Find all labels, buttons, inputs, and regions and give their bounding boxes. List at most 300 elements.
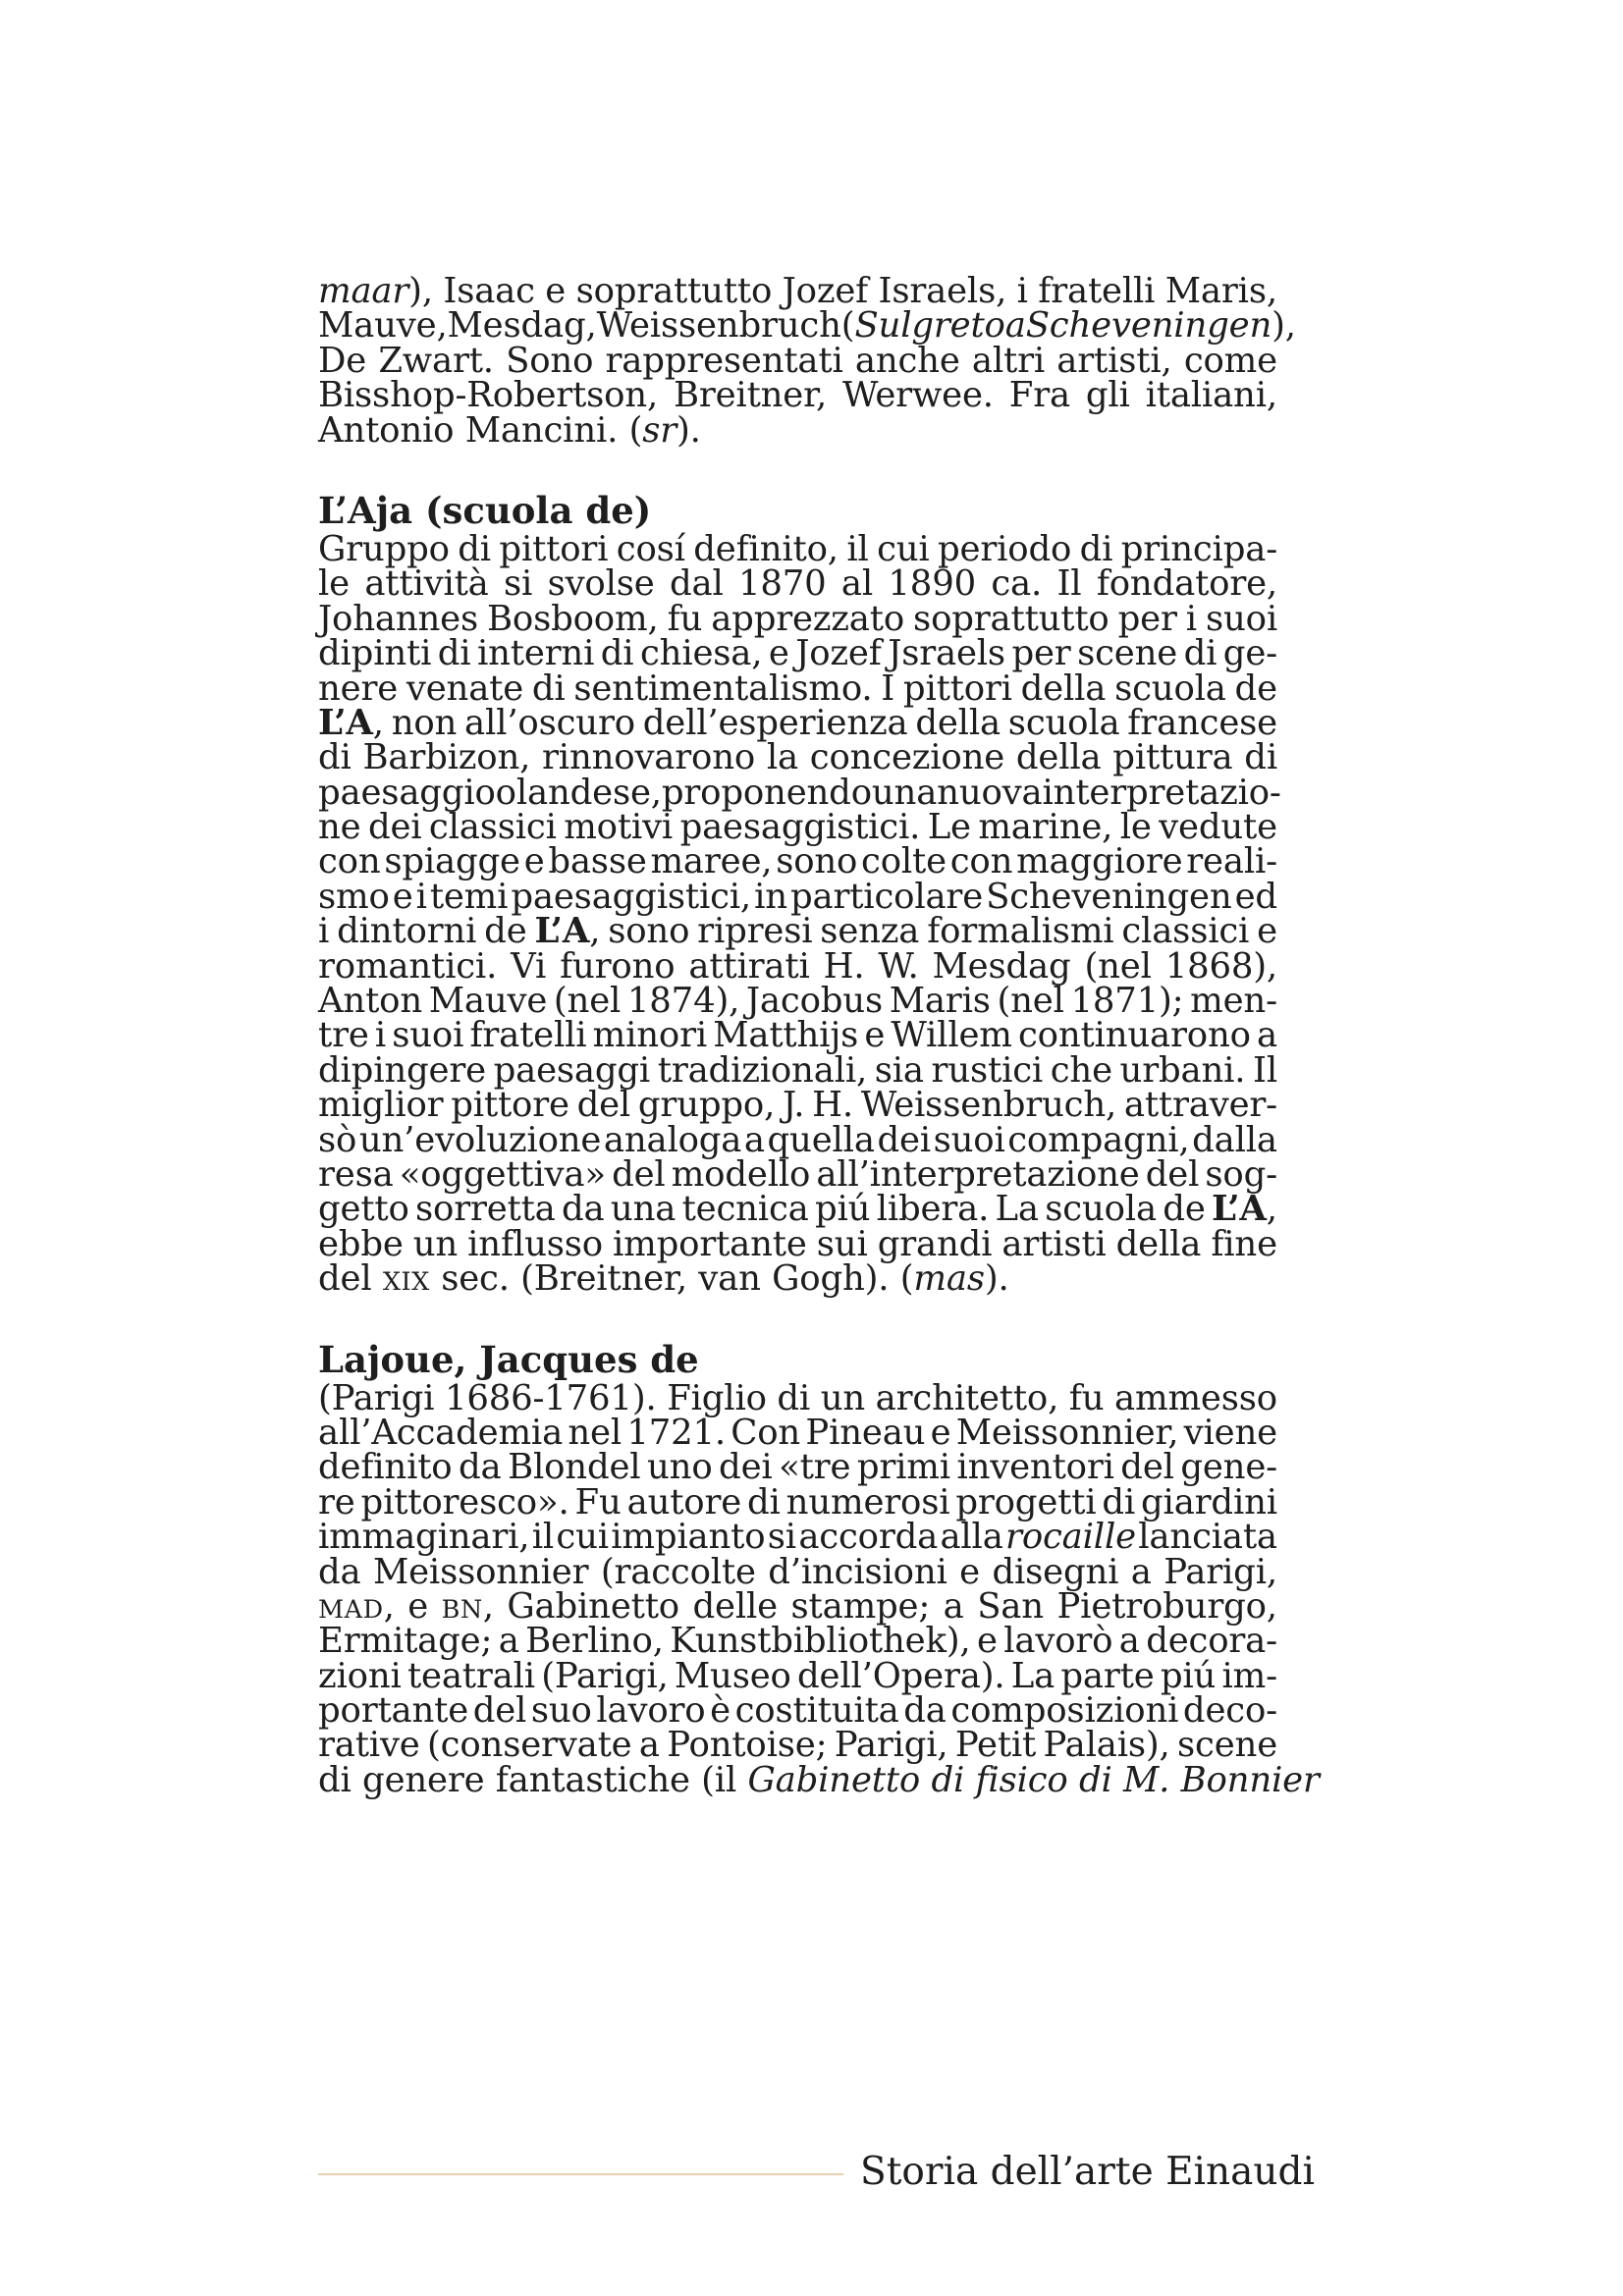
word: formalismi [927, 911, 1114, 952]
word: Petit [954, 1725, 1037, 1766]
entry-body-laja [318, 528, 1281, 1300]
text-line [318, 1690, 1277, 1732]
word: al [840, 563, 874, 605]
word: francese [1127, 702, 1277, 743]
word: H. [812, 1085, 854, 1126]
word: i [318, 911, 330, 952]
word: rinnovarono [542, 737, 756, 778]
word: Meissonnier [372, 1551, 589, 1592]
word: getto [318, 1189, 409, 1230]
word: furono [560, 945, 676, 987]
word: ge- [1222, 633, 1277, 674]
word: Israels, [878, 271, 1007, 311]
word: e [959, 1551, 980, 1592]
word: venate [406, 667, 524, 709]
word: pittoresco». [360, 1481, 569, 1522]
word: svolse [547, 563, 655, 605]
word: dipinti [318, 633, 432, 674]
word: per [1117, 598, 1177, 639]
word: marine, [978, 807, 1113, 848]
word: Johannes [318, 598, 478, 639]
word: progetti [955, 1481, 1097, 1522]
word: numerosi [785, 1481, 950, 1522]
word: della [1015, 737, 1102, 778]
word: le [318, 563, 350, 605]
word: Barbizon, [362, 737, 531, 778]
word: im- [1221, 1655, 1277, 1696]
word: Bonnier [1180, 1759, 1320, 1800]
word: scuola [1007, 702, 1120, 743]
text-line [318, 1447, 1277, 1488]
word: attraver- [1123, 1085, 1277, 1126]
word: disegni [992, 1551, 1119, 1592]
text-line [318, 633, 1277, 674]
text-line [318, 667, 1277, 709]
word: definito, [693, 528, 839, 569]
word: J. [782, 1085, 805, 1126]
word: Con [730, 1412, 801, 1453]
word: delle [692, 1585, 778, 1627]
word: (sr). [628, 409, 701, 451]
word: La [1010, 1655, 1055, 1696]
text-line [318, 1481, 1277, 1522]
word: Jsraels [888, 633, 1005, 674]
word: scene [1177, 1725, 1277, 1766]
text-line [318, 1189, 1277, 1230]
word: della [1020, 667, 1107, 709]
word: analoga [603, 1119, 742, 1160]
word: vedute [1159, 807, 1277, 848]
word: spiagge [384, 841, 520, 882]
word: interpretazio- [1042, 772, 1281, 813]
word: L’A, [318, 702, 384, 743]
word: sò [318, 1119, 357, 1160]
word: Parigi, [834, 1725, 948, 1766]
text-line [318, 945, 1277, 987]
word: paesaggio [318, 772, 496, 813]
word: de [1163, 1189, 1206, 1230]
text-line [318, 598, 1277, 639]
word: dei [877, 1119, 931, 1160]
word: con [949, 841, 1013, 882]
word: da [903, 1690, 947, 1732]
word: di [1079, 528, 1113, 569]
word: e [976, 1621, 998, 1662]
word: e [864, 1015, 886, 1056]
word: classici [1121, 911, 1250, 952]
text-line [318, 1725, 1277, 1766]
word: dell’Opera). [797, 1655, 1005, 1696]
word: 1721. [626, 1412, 726, 1453]
word: Jozef [782, 271, 869, 311]
word: minori [592, 1015, 708, 1056]
text-line [318, 1015, 1277, 1056]
word: rocaille [1005, 1517, 1136, 1558]
word: (nel [1084, 945, 1152, 987]
word: Berlino, [525, 1621, 664, 1662]
word: del [612, 1153, 666, 1195]
word: genere [362, 1759, 485, 1800]
word: MAD, [318, 1585, 395, 1627]
word: Maris, [1164, 271, 1277, 311]
word: fondatore, [1096, 563, 1277, 605]
word: rustici [931, 1049, 1044, 1091]
word: primi [856, 1447, 950, 1488]
entry-body-lajoue [318, 1377, 1320, 1800]
word: impianto [611, 1517, 766, 1558]
word: M. [1123, 1759, 1170, 1800]
word: concezione [809, 737, 1005, 778]
word: suoi [933, 1119, 1005, 1160]
word: fu [1068, 1377, 1105, 1418]
word: rappresentati [605, 340, 843, 381]
word: fisico [975, 1759, 1068, 1800]
text-line [318, 737, 1277, 778]
word: si [504, 563, 533, 605]
text-line [318, 1377, 1277, 1418]
word: Scheveningen), [1025, 305, 1296, 347]
word: un [412, 1223, 459, 1264]
word: Gabinetto [747, 1759, 921, 1800]
word: La [995, 1189, 1039, 1230]
word: sui [816, 1223, 868, 1264]
word: Matthijs [713, 1015, 859, 1056]
word: da [318, 1551, 361, 1592]
word: Fra [1008, 375, 1070, 416]
entry-heading-laja: L’Aja (scuola de) [318, 488, 652, 532]
word: in [754, 876, 787, 917]
word: immaginari, [318, 1517, 530, 1558]
word: principa- [1120, 528, 1277, 569]
word: non [391, 702, 458, 743]
word: una [871, 772, 938, 813]
word: «oggettiva» [399, 1153, 606, 1195]
word: pittore [451, 1085, 569, 1126]
word: da [562, 1189, 605, 1230]
text-line [318, 876, 1277, 917]
word: Palais), [1043, 1725, 1170, 1766]
word: Kunstbibliothek), [670, 1621, 971, 1662]
word: sono [608, 911, 690, 952]
word: (nel [553, 981, 622, 1022]
word: sono [776, 841, 858, 882]
word: giardini [1141, 1481, 1277, 1522]
footer-title: Storia dell’arte Einaudi [860, 2150, 1315, 2194]
word: periodo [938, 528, 1072, 569]
word: all’Accademia [318, 1412, 564, 1453]
word: Bosboom, [487, 598, 659, 639]
word: ne [318, 807, 361, 848]
word: senza [820, 911, 920, 952]
word: che [1050, 1049, 1112, 1091]
text-line [318, 528, 1277, 569]
word: anche [854, 340, 960, 381]
word: gli [1085, 375, 1130, 416]
word: pittori [499, 528, 609, 569]
word: Weissenbruch [596, 305, 841, 347]
entry-continuation-body [318, 271, 1296, 451]
word: piú [814, 1189, 871, 1230]
word: compagni, [1007, 1119, 1190, 1160]
word: 1868), [1164, 945, 1277, 987]
word: il [846, 528, 869, 569]
word: sentimentalismo. [573, 667, 873, 709]
word: uno [647, 1447, 713, 1488]
text-line [318, 772, 1281, 813]
word: proponendo [661, 772, 872, 813]
word: L’A, [534, 911, 601, 952]
word: una [610, 1189, 676, 1230]
word: tre [318, 1015, 369, 1056]
word: de [484, 911, 527, 952]
word: e [930, 1412, 951, 1453]
word: un’evoluzione [358, 1119, 602, 1160]
word: Gruppo [318, 528, 450, 569]
word: nel [568, 1412, 622, 1453]
word: del [1120, 1447, 1174, 1488]
word: deco- [1182, 1690, 1277, 1732]
text-line [318, 841, 1277, 882]
word: Weissenbruch, [860, 1085, 1117, 1126]
word: lavoro [596, 1690, 706, 1732]
word: resa [318, 1153, 394, 1195]
text-line [318, 1153, 1277, 1195]
word: gene- [1180, 1447, 1277, 1488]
text-line [318, 1412, 1277, 1453]
word: nere [318, 667, 399, 709]
text-line [318, 1585, 1277, 1627]
word: sec. [441, 1258, 510, 1300]
word: composizioni [950, 1690, 1179, 1732]
word: 1686-1761). [444, 1377, 657, 1418]
word: zioni [318, 1655, 402, 1696]
word: e [392, 876, 413, 917]
word: Parigi, [1163, 1551, 1277, 1592]
word: ripresi [697, 911, 813, 952]
word: interni [476, 633, 595, 674]
word: a [638, 1725, 660, 1766]
word: a [1004, 305, 1026, 347]
word: maggiore [1016, 841, 1183, 882]
text-line [318, 1517, 1277, 1558]
word: Willem [891, 1015, 1012, 1056]
word: paesaggistici. [679, 807, 921, 848]
word: e [545, 271, 567, 311]
word: artisti [1001, 1223, 1107, 1264]
word: di [318, 1759, 352, 1800]
word: Mancini. [464, 409, 619, 451]
word: portante [318, 1690, 469, 1732]
word: paesaggi [493, 1049, 651, 1091]
word: di [1183, 633, 1217, 674]
word: motivi [564, 807, 674, 848]
word: fine [1211, 1223, 1277, 1264]
word: soprattutto [913, 598, 1109, 639]
word: ammesso [1114, 1377, 1277, 1418]
word: ed [1234, 876, 1277, 917]
word: Le [927, 807, 971, 848]
word: costituita [734, 1690, 899, 1732]
word: (nel [997, 981, 1064, 1022]
word: Meissonnier, [955, 1412, 1179, 1453]
word: San [977, 1585, 1044, 1627]
word: piú [1160, 1655, 1217, 1696]
word: basse [548, 841, 647, 882]
word: architetto, [875, 1377, 1059, 1418]
word: cosí [616, 528, 685, 569]
text-line [318, 1085, 1277, 1126]
word: van [698, 1258, 761, 1300]
word: e [1257, 911, 1277, 952]
word: (Breitner, [520, 1258, 687, 1300]
word: da [459, 1447, 502, 1488]
text-line [318, 1223, 1277, 1264]
word: dintorni [337, 911, 477, 952]
word: a [1130, 1551, 1152, 1592]
word: re [318, 1481, 355, 1522]
text-line [318, 340, 1277, 381]
word: Pietroburgo, [1056, 1585, 1277, 1627]
word: apprezzato [711, 598, 905, 639]
word: 1871); [1070, 981, 1184, 1022]
text-line [318, 702, 1277, 743]
word: per [1011, 633, 1071, 674]
word: a [743, 1119, 765, 1160]
word: all’oscuro [464, 702, 635, 743]
text-line [318, 1655, 1277, 1696]
word: L’A, [1212, 1189, 1277, 1230]
word: dal [669, 563, 724, 605]
word: Bisshop-Robertson, [318, 375, 659, 416]
footer-rule [318, 2173, 843, 2175]
word: lanciata [1138, 1517, 1277, 1558]
word: i [415, 876, 427, 917]
word: urbani. [1119, 1049, 1246, 1091]
word: miglior [318, 1085, 444, 1126]
word: accorda [798, 1517, 939, 1558]
word: quella [767, 1119, 875, 1160]
word: 1874), [626, 981, 740, 1022]
word: di [318, 737, 352, 778]
word: Gabinetto [507, 1585, 679, 1627]
word: e [407, 1585, 429, 1627]
word: (mas). [899, 1258, 1009, 1300]
word: De [318, 340, 367, 381]
word: di [1244, 737, 1277, 778]
word: dei [367, 807, 422, 848]
word: Jozef [795, 633, 882, 674]
text-line [318, 1258, 1277, 1300]
word: fantastiche [495, 1759, 690, 1800]
word: W. [878, 945, 919, 987]
word: alla [940, 1517, 1003, 1558]
word: si [767, 1517, 796, 1558]
word: stampe; [790, 1585, 931, 1627]
word: fu [667, 598, 703, 639]
word: di [531, 667, 566, 709]
word: di [458, 528, 491, 569]
word: a [498, 1621, 519, 1662]
word: (il [701, 1759, 737, 1800]
word: (Parigi, [541, 1655, 669, 1696]
word: (Sul [840, 305, 912, 347]
text-line [318, 807, 1277, 848]
text-line [318, 1119, 1277, 1160]
word: del [318, 1258, 372, 1300]
word: di [437, 633, 471, 674]
word: influsso [467, 1223, 603, 1264]
word: sia [874, 1049, 924, 1091]
word: importante [613, 1223, 807, 1264]
word: Werwee. [841, 375, 994, 416]
word: del [472, 1690, 527, 1732]
word: BN, [441, 1585, 494, 1627]
text-line [318, 563, 1277, 605]
word: la [766, 737, 798, 778]
word: Mauve [428, 981, 548, 1022]
word: cui [877, 528, 930, 569]
word: di [1102, 1481, 1136, 1522]
word: colte [861, 841, 947, 882]
word: tradizionali, [657, 1049, 868, 1091]
word: con [318, 841, 381, 882]
word: autore [626, 1481, 742, 1522]
text-line [318, 375, 1277, 416]
word: I [881, 667, 895, 709]
word: a [943, 1585, 964, 1627]
word: (conservate [427, 1725, 632, 1766]
word: all’interpretazione [816, 1153, 1140, 1195]
word: (raccolte [600, 1551, 756, 1592]
entry-heading-lajoue: Lajoue, Jacques de [318, 1337, 699, 1381]
word: Ermitage; [318, 1621, 493, 1662]
word: reali- [1186, 841, 1277, 882]
word: e [523, 841, 545, 882]
word: un [820, 1377, 866, 1418]
word: suo [530, 1690, 592, 1732]
word: Vi [511, 945, 547, 987]
word: suoi [392, 1015, 464, 1056]
word: de [1234, 667, 1277, 709]
word: attirati [688, 945, 810, 987]
word: Maris [889, 981, 991, 1022]
word: nuova [937, 772, 1043, 813]
word: maree, [650, 841, 773, 882]
word: i [1016, 271, 1028, 311]
word: tecnica [681, 1189, 809, 1230]
word: attività [364, 563, 489, 605]
word: a [1256, 1015, 1277, 1056]
word: a [1118, 1621, 1140, 1662]
word: men- [1190, 981, 1277, 1022]
text-line [318, 409, 1277, 451]
word: modello [671, 1153, 811, 1195]
word: ca. [991, 563, 1043, 605]
word: il [531, 1517, 555, 1558]
word: chiesa, [639, 633, 763, 674]
word: definito [318, 1447, 453, 1488]
word: del [1145, 1153, 1200, 1195]
word: artisti, [1056, 340, 1172, 381]
word: Pontoise; [667, 1725, 828, 1766]
word: Jacobus [745, 981, 883, 1022]
word: del [576, 1085, 631, 1126]
word: lavorò [1003, 1621, 1113, 1662]
word: scuola [1114, 667, 1226, 709]
word: romantici. [318, 945, 498, 987]
word: Mesdag [932, 945, 1071, 987]
word: come [1183, 340, 1277, 381]
